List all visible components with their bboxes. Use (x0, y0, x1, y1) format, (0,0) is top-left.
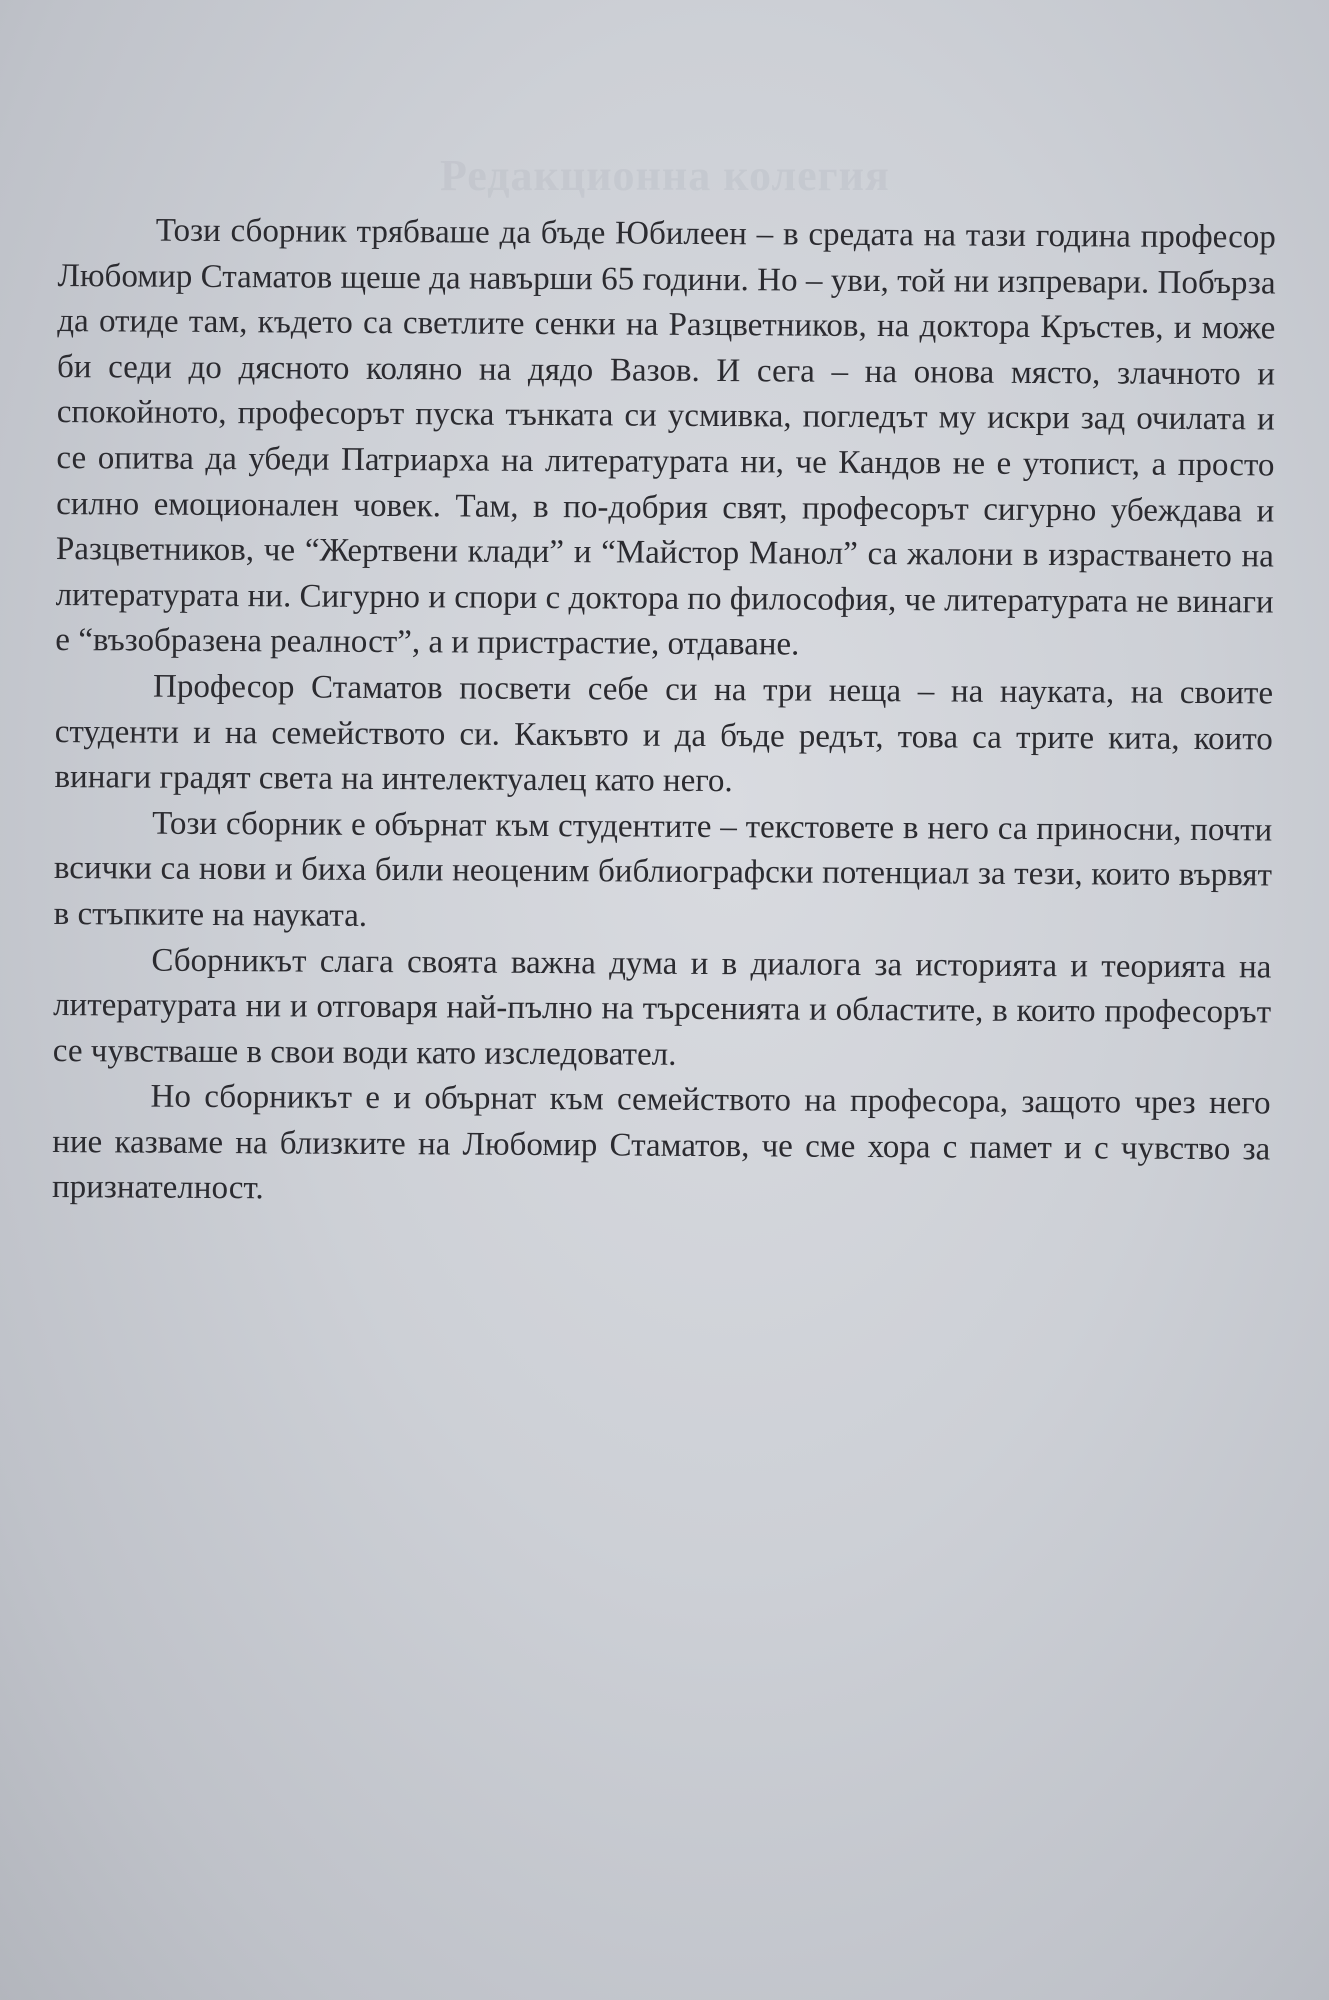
body-text (52, 208, 1276, 1218)
paragraph-1: Този сборник трябваше да бъде Юбилеен – в средата на тази година професор Любомир Стаматов щеше да навърши 65 години. Но – уви, той ни изпревари. Побърза да отиде там, където са светлите сенки на Разцветников, на доктора Кръстев, и може би седи до дясното коляно на дядо Вазов. И сега – на онова място, злачното и спокойното, професорът пуска тънката си усмивка, погледът му искри зад очилата и се опитва да убеди Патриарха на литературата ни, че Кандов не е утопист, а просто силно емоционален човек. Там, в по-добрия свят, професорът сигурно убеждава и Разцветников, че “Жертвени клади” и “Майстор Манол” са жалони в израстването на литературата ни. Сигурно и спори с доктора по философия, че литературата не винаги е “възобразена реалност”, а и пристрастие, отдаване. (55, 212, 1276, 663)
paragraph-3: Този сборник е обърнат към студентите – текстовете в него са приносни, почти всички са нови и биха били неоценим библиографски потенциал за тези, които вървят в стъпките на науката. (53, 805, 1273, 934)
paragraph-2: Професор Стаматов посвети себе си на три неща – на науката, на своите студенти и на семейството си. Какъвто и да бъде редът, това са трите кита, които винаги градят света на интелектуалец като него. (54, 668, 1274, 800)
paragraph-4: Сборникът слага своята важна дума и в диалога за историята и теорията на литературата ни и отговаря най-пълно на търсенията и областите, в които професорът се чувстваше в свои води като изследовател. (52, 942, 1272, 1073)
paragraph-5: Но сборникът е и обърнат към семейството на професора, защото чрез него ние казваме на близките на Любомир Стаматов, че сме хора с памет и с чувство за признателност. (51, 1078, 1271, 1207)
show-through-heading: Редакционна колегия (440, 151, 890, 200)
